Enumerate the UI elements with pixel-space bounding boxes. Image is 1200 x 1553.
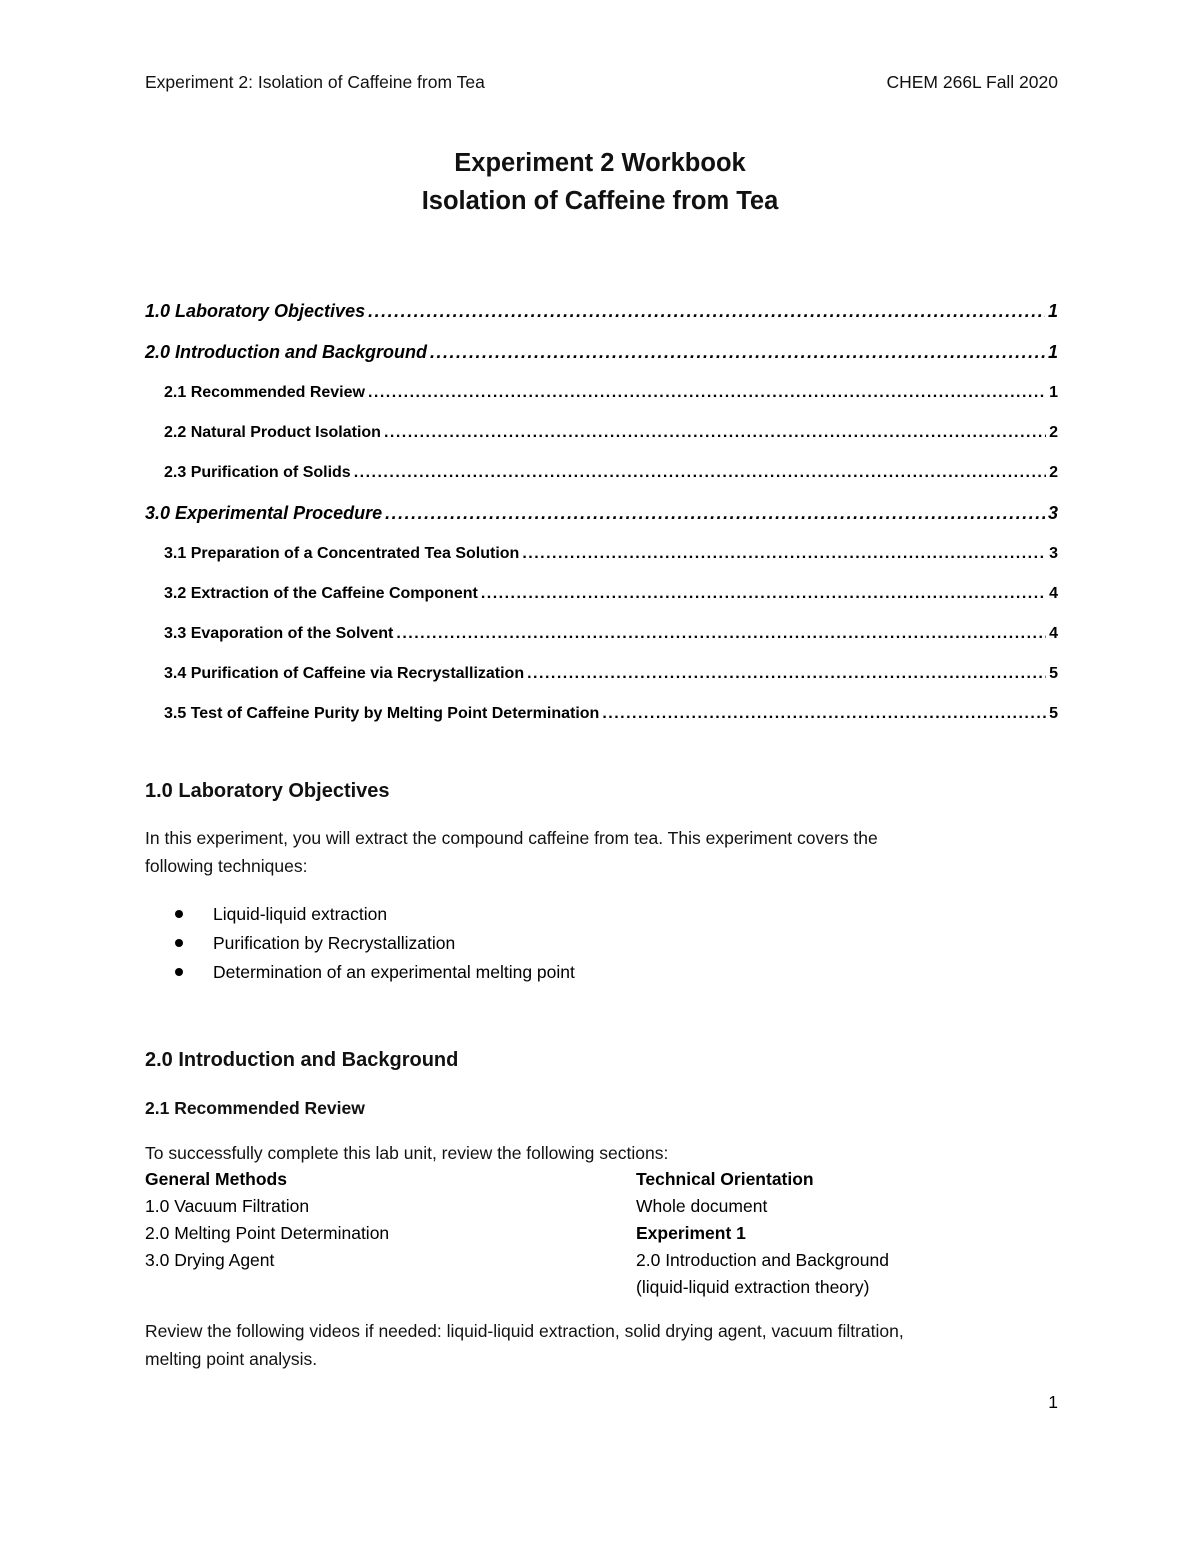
toc-entry[interactable] xyxy=(145,663,1058,703)
toc-entry-label: 1.0 Laboratory Objectives xyxy=(145,301,366,321)
toc-entry-label: 3.2 Extraction of the Caffeine Component xyxy=(164,585,478,602)
toc-entry-page: 4 xyxy=(1049,625,1058,642)
toc-entry-page: 3 xyxy=(1047,503,1058,523)
table-of-contents xyxy=(145,300,1058,743)
toc-entry[interactable] xyxy=(145,502,1058,543)
toc-entry-page: 2 xyxy=(1049,424,1058,441)
toc-leader xyxy=(384,422,1046,444)
toc-entry[interactable] xyxy=(145,341,1058,382)
list-item xyxy=(175,958,575,987)
toc-entry-label: 3.1 Preparation of a Concentrated Tea Solution xyxy=(164,545,520,562)
bullet-icon xyxy=(175,910,183,918)
toc-entry-label: 2.3 Purification of Solids xyxy=(164,464,351,481)
running-header xyxy=(145,72,1058,93)
toc-entry[interactable] xyxy=(145,422,1058,462)
toc-leader xyxy=(396,623,1046,645)
toc-entry-label: 3.5 Test of Caffeine Purity by Melting Point Determination xyxy=(164,705,600,722)
section-1-heading: 1.0 Laboratory Objectives xyxy=(145,780,390,802)
toc-leader xyxy=(430,341,1045,363)
toc-entry-label: 2.1 Recommended Review xyxy=(164,384,365,401)
toc-leader xyxy=(527,663,1046,685)
toc-entry[interactable] xyxy=(145,543,1058,583)
list-item xyxy=(175,929,575,958)
toc-entry-page: 1 xyxy=(1047,301,1058,321)
toc-entry-page: 5 xyxy=(1049,665,1058,682)
list-item-text: Purification by Recrystallization xyxy=(213,933,456,953)
toc-leader xyxy=(368,382,1046,404)
technical-orientation-item: Whole document xyxy=(636,1196,768,1216)
experiment-1-heading: Experiment 1 xyxy=(636,1223,746,1243)
general-methods-heading: General Methods xyxy=(145,1169,287,1189)
general-methods-item: 3.0 Drying Agent xyxy=(145,1250,275,1270)
videos-paragraph xyxy=(145,1317,1058,1373)
toc-entry-page: 3 xyxy=(1049,545,1058,562)
toc-entry[interactable] xyxy=(145,382,1058,422)
experiment-1-note: (liquid-liquid extraction theory) xyxy=(636,1277,870,1297)
toc-entry[interactable] xyxy=(145,300,1058,341)
list-item-text: Determination of an experimental melting point xyxy=(213,962,575,982)
toc-entry-label: 3.4 Purification of Caffeine via Recrystallization xyxy=(164,665,525,682)
intro-line-1: In this experiment, you will extract the compound caffeine from tea. This experiment covers the xyxy=(145,828,878,848)
toc-entry-label: 3.0 Experimental Procedure xyxy=(145,503,383,523)
toc-entry-page: 1 xyxy=(1047,342,1058,362)
page-number: 1 xyxy=(1048,1392,1058,1412)
toc-leader xyxy=(385,502,1045,524)
technical-orientation-column xyxy=(636,1166,889,1301)
toc-leader xyxy=(354,462,1046,484)
review-intro: To successfully complete this lab unit, review the following sections: xyxy=(145,1143,669,1163)
toc-entry[interactable] xyxy=(145,703,1058,743)
document-title xyxy=(0,144,1200,220)
general-methods-item: 1.0 Vacuum Filtration xyxy=(145,1196,310,1216)
toc-entry[interactable] xyxy=(145,583,1058,623)
videos-line-2: melting point analysis. xyxy=(145,1349,318,1369)
objectives-list xyxy=(175,900,575,987)
toc-entry-page: 2 xyxy=(1049,464,1058,481)
experiment-1-item: 2.0 Introduction and Background xyxy=(636,1250,889,1270)
toc-entry-page: 4 xyxy=(1049,585,1058,602)
videos-line-1: Review the following videos if needed: liquid-liquid extraction, solid drying agent, vacuum filtration, xyxy=(145,1321,904,1341)
toc-leader xyxy=(602,703,1046,725)
section-2-heading: 2.0 Introduction and Background xyxy=(145,1049,459,1071)
toc-entry[interactable] xyxy=(145,623,1058,663)
technical-orientation-heading: Technical Orientation xyxy=(636,1169,814,1189)
general-methods-column xyxy=(145,1166,389,1274)
bullet-icon xyxy=(175,968,183,976)
toc-entry[interactable] xyxy=(145,462,1058,502)
list-item xyxy=(175,900,575,929)
list-item-text: Liquid-liquid extraction xyxy=(213,904,388,924)
header-left-text: Experiment 2: Isolation of Caffeine from Tea xyxy=(145,72,485,92)
toc-entry-label: 2.2 Natural Product Isolation xyxy=(164,424,381,441)
title-line-1: Experiment 2 Workbook xyxy=(454,149,746,177)
bullet-icon xyxy=(175,939,183,947)
toc-entry-page: 5 xyxy=(1049,705,1058,722)
toc-leader xyxy=(368,300,1045,322)
toc-entry-page: 1 xyxy=(1049,384,1058,401)
toc-entry-label: 2.0 Introduction and Background xyxy=(145,342,428,362)
toc-leader xyxy=(481,583,1046,605)
toc-leader xyxy=(522,543,1046,565)
header-right-text: CHEM 266L Fall 2020 xyxy=(886,72,1058,92)
section-1-intro xyxy=(145,824,1058,880)
toc-entry-label: 3.3 Evaporation of the Solvent xyxy=(164,625,394,642)
title-line-2: Isolation of Caffeine from Tea xyxy=(421,187,779,215)
section-2-1-heading: 2.1 Recommended Review xyxy=(145,1098,365,1118)
intro-line-2: following techniques: xyxy=(145,856,308,876)
general-methods-item: 2.0 Melting Point Determination xyxy=(145,1223,390,1243)
